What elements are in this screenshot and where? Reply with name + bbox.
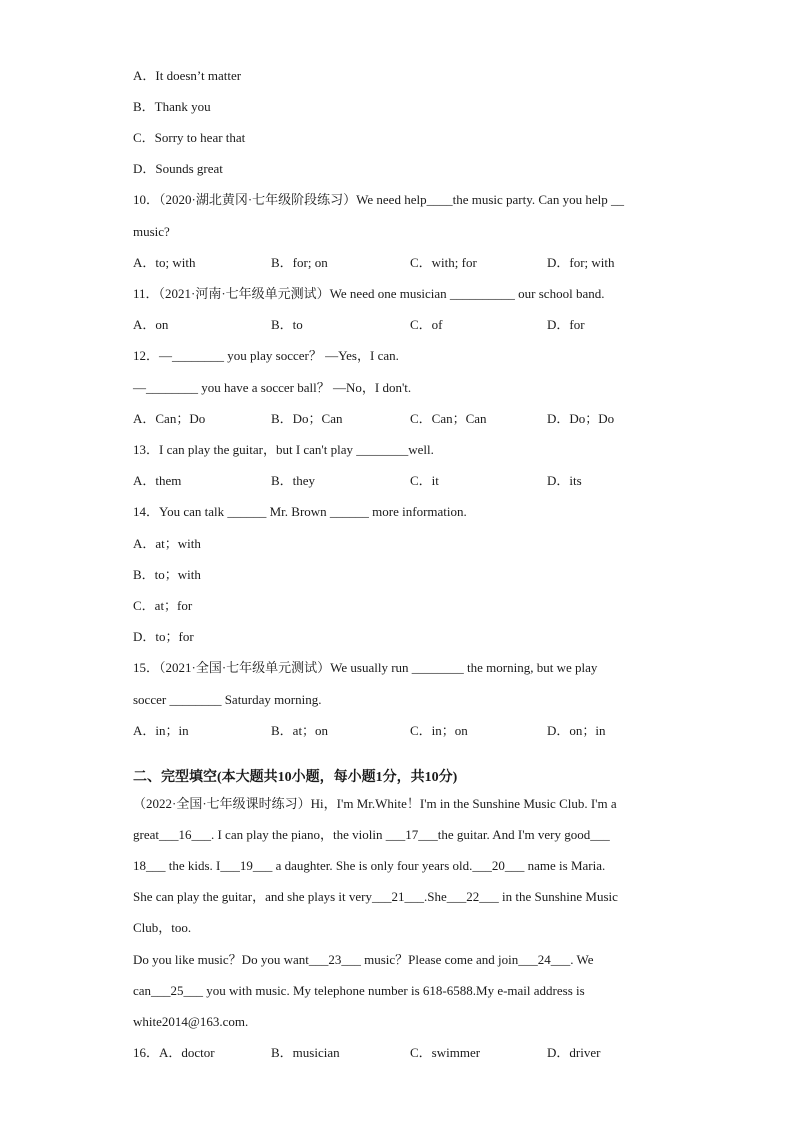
q14-option-b: B．to；with bbox=[133, 567, 201, 582]
q10-option-a: A．to; with bbox=[133, 255, 196, 270]
q16-option-d: D．driver bbox=[547, 1045, 601, 1060]
q9-option-c: C．Sorry to hear that bbox=[133, 130, 246, 145]
q11-stem: 11．（2021·河南·七年级单元测试）We need one musician __________ our school band. bbox=[133, 286, 605, 301]
q9-option-a: A．It doesn’t matter bbox=[133, 68, 242, 83]
q12-stem: 12．—________ you play soccer？ —Yes，I can. bbox=[133, 348, 399, 363]
q15-stem: 15．（2021·全国·七年级单元测试）We usually run ________ the morning, but we play bbox=[133, 660, 598, 675]
q12-option-b: B．Do；Can bbox=[271, 411, 343, 426]
q16-option-a: 16．A．doctor bbox=[133, 1045, 215, 1060]
passage-line: Club，too. bbox=[133, 920, 192, 935]
q11-option-b: B．to bbox=[271, 317, 303, 332]
q10-option-c: C．with; for bbox=[410, 255, 477, 270]
passage-line: Do you like music？Do you want___23___ music？Please come and join___24___. We bbox=[133, 952, 594, 967]
q10-option-b: B．for; on bbox=[271, 255, 328, 270]
q12-option-a: A．Can；Do bbox=[133, 411, 206, 426]
q14-option-d: D．to；for bbox=[133, 629, 194, 644]
q12-option-d: D．Do；Do bbox=[547, 411, 615, 426]
q14-stem: 14．You can talk ______ Mr. Brown ______ more information. bbox=[133, 504, 467, 519]
q9-option-d: D．Sounds great bbox=[133, 161, 223, 176]
q9-option-b: B．Thank you bbox=[133, 99, 211, 114]
passage-line: white2014@163.com. bbox=[133, 1014, 249, 1029]
q13-option-b: B．they bbox=[271, 473, 316, 488]
q14-option-a: A．at；with bbox=[133, 536, 201, 551]
q11-option-a: A．on bbox=[133, 317, 169, 332]
q15-option-c: C．in；on bbox=[410, 723, 468, 738]
q16-option-b: B．musician bbox=[271, 1045, 340, 1060]
passage-line: 18___ the kids. I___19___ a daughter. She is only four years old.___20___ name is Maria. bbox=[133, 858, 606, 873]
q15-option-b: B．at；on bbox=[271, 723, 329, 738]
passage-line: She can play the guitar，and she plays it very___21___.She___22___ in the Sunshine Music bbox=[133, 889, 618, 904]
q15-option-d: D．on；in bbox=[547, 723, 606, 738]
q12-stem-cont: —________ you have a soccer ball？ —No，I don't. bbox=[133, 380, 412, 395]
q13-option-a: A．them bbox=[133, 473, 182, 488]
q15-option-a: A．in；in bbox=[133, 723, 189, 738]
q16-option-c: C．swimmer bbox=[410, 1045, 481, 1060]
q10-option-d: D．for; with bbox=[547, 255, 615, 270]
q15-stem-cont: soccer ________ Saturday morning. bbox=[133, 692, 322, 707]
q13-stem: 13．I can play the guitar，but I can't play ________well. bbox=[133, 442, 434, 457]
q11-option-d: D．for bbox=[547, 317, 585, 332]
section-heading: 二、完型填空(本大题共10小题，每小题1分，共10分) bbox=[133, 770, 458, 785]
passage-line: （2022·全国·七年级课时练习）Hi，I'm Mr.White！I'm in the Sunshine Music Club. I'm a bbox=[133, 796, 617, 811]
q14-option-c: C．at；for bbox=[133, 598, 193, 613]
q13-option-c: C．it bbox=[410, 473, 439, 488]
q12-option-c: C．Can；Can bbox=[410, 411, 487, 426]
passage-line: can___25___ you with music. My telephone number is 618-6588.My e-mail address is bbox=[133, 983, 585, 998]
q11-option-c: C．of bbox=[410, 317, 443, 332]
q13-option-d: D．its bbox=[547, 473, 582, 488]
passage-line: great___16___. I can play the piano，the violin ___17___the guitar. And I'm very good___ bbox=[133, 827, 610, 842]
q10-stem: 10．（2020·湖北黄冈·七年级阶段练习）We need help____the music party. Can you help __ bbox=[133, 192, 624, 207]
q10-stem-cont: music? bbox=[133, 224, 170, 239]
